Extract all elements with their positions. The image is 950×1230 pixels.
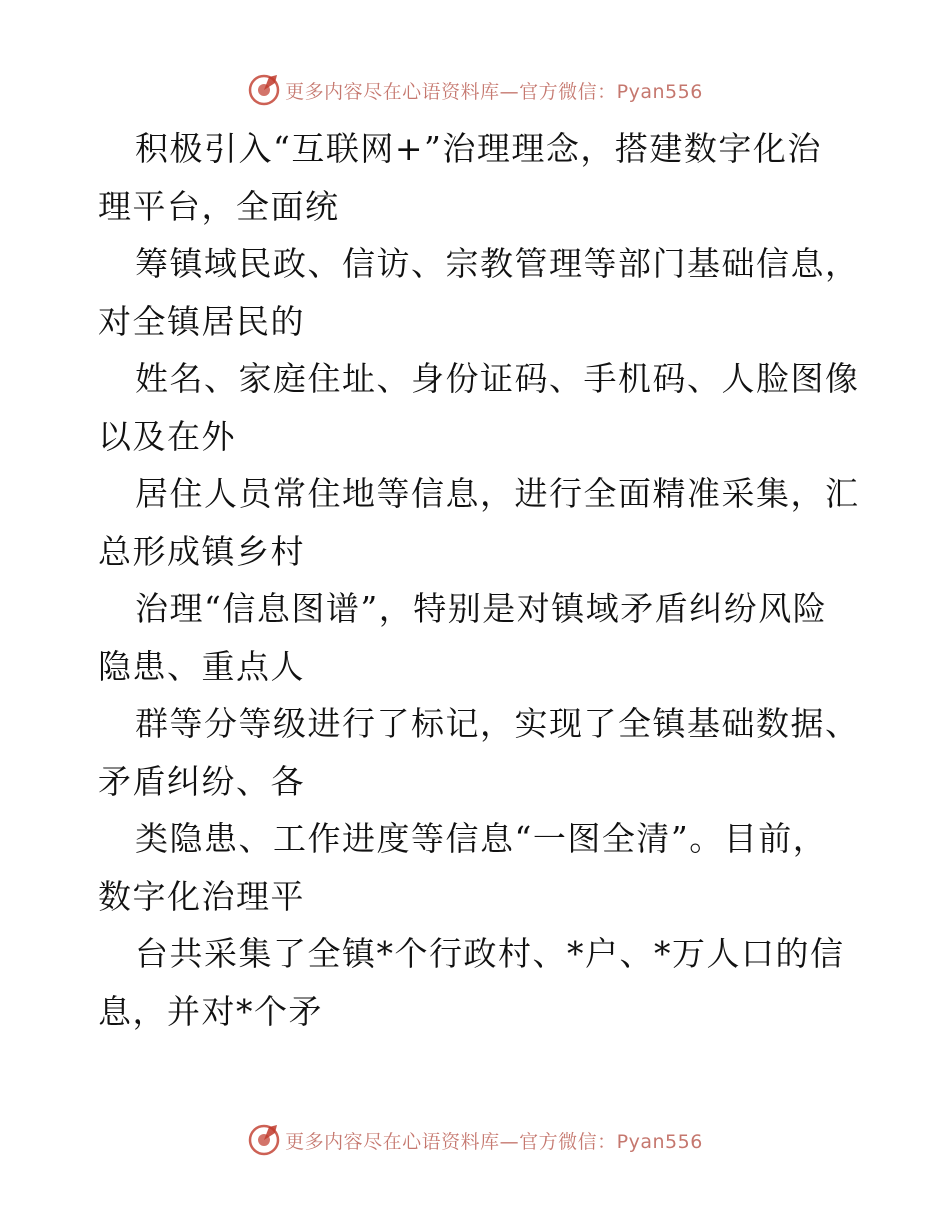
- paragraph-line: 隐患、重点人: [98, 646, 305, 686]
- paragraph-line: 以及在外: [98, 416, 236, 456]
- paragraph-line: 息，并对*个矛: [98, 991, 323, 1031]
- paragraph: [98, 580, 858, 695]
- paragraph-line: 台共采集了全镇*个行政村、*户、*万人口的信: [135, 934, 845, 973]
- footer-watermark: [0, 1120, 950, 1160]
- pen-logo-icon: [247, 1123, 281, 1157]
- paragraph: [98, 695, 858, 810]
- paragraph-line: 群等分等级进行了标记，实现了全镇基础数据、: [135, 704, 860, 743]
- paragraph: [98, 350, 858, 465]
- paragraph: [98, 235, 858, 350]
- watermark-text: 更多内容尽在心语资料库—官方微信：Pyan556: [285, 80, 703, 103]
- watermark-text: 更多内容尽在心语资料库—官方微信：Pyan556: [285, 1130, 703, 1153]
- paragraph-line: 理平台，全面统: [98, 186, 340, 226]
- paragraph: [98, 810, 858, 925]
- paragraph-line: 类隐患、工作进度等信息“一图全清”。目前，: [135, 819, 828, 858]
- header-watermark: [0, 70, 950, 110]
- paragraph-line: 积极引入“互联网+”治理理念，搭建数字化治: [135, 129, 822, 168]
- paragraph-line: 筹镇域民政、信访、宗教管理等部门基础信息，: [135, 244, 860, 283]
- paragraph-line: 姓名、家庭住址、身份证码、手机码、人脸图像: [135, 359, 860, 398]
- paragraph-line: 数字化治理平: [98, 876, 305, 916]
- paragraph: [98, 120, 858, 235]
- paragraph-line: 矛盾纠纷、各: [98, 761, 305, 801]
- paragraph: [98, 925, 858, 1040]
- pen-logo-icon: [247, 73, 281, 107]
- paragraph-line: 对全镇居民的: [98, 301, 305, 341]
- paragraph-line: 治理“信息图谱”，特别是对镇域矛盾纠纷风险: [135, 589, 828, 628]
- paragraph: [98, 465, 858, 580]
- paragraph-line: 总形成镇乡村: [98, 531, 305, 571]
- paragraph-line: 居住人员常住地等信息，进行全面精准采集，汇: [135, 474, 860, 513]
- document-body: [98, 120, 858, 1040]
